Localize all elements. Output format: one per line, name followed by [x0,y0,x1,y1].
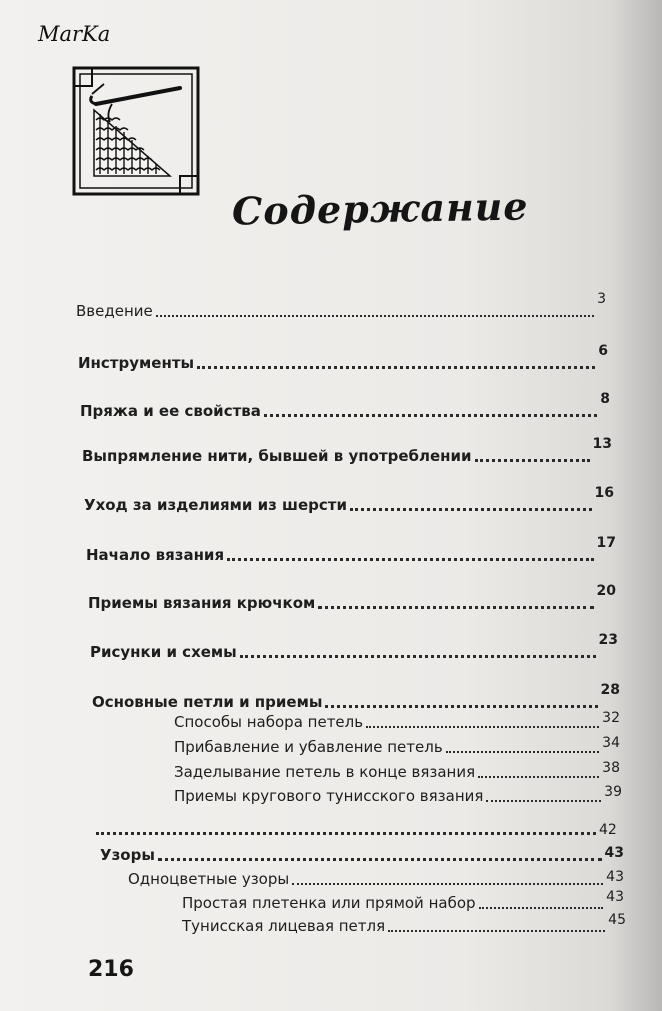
toc-entry-title: Выпрямление нити, бывшей в употреблении [82,447,472,465]
dot-leader [156,311,594,317]
watermark: MarKa [38,22,111,46]
toc-entry-page: 43 [606,869,624,885]
toc-entry-title: Пряжа и ее свойства [80,402,261,420]
toc-entry-straighten[interactable] [82,436,612,465]
toc-entry-page: 20 [596,583,616,599]
toc-entry-page: 43 [606,889,624,905]
toc-entry-tools[interactable] [78,343,608,372]
toc-entry-title: Рисунки и схемы [90,643,237,661]
toc-entry-page: 3 [597,291,606,307]
dot-leader [446,747,599,753]
dot-leader [264,410,597,417]
toc-entry-title: Прибавление и убавление петель [174,738,443,756]
toc-entry-page: 28 [600,682,620,698]
toc-entry-title: Тунисская лицевая петля [182,917,386,935]
toc-entry-page: 17 [596,535,616,551]
divider-page-number: 42 [599,822,617,838]
toc-subentry[interactable] [182,889,624,912]
toc-entry-techniques[interactable] [88,583,616,612]
toc-entry-page: 13 [592,436,612,452]
toc-subentry[interactable] [128,870,624,888]
dot-leader [478,772,599,778]
toc-entry-page: 16 [594,485,614,501]
toc-heading: Содержание [231,183,529,234]
toc-subentry[interactable] [174,784,622,805]
toc-subentry[interactable] [174,710,620,731]
toc-entry-start[interactable] [86,535,616,564]
toc-entry-title: Приемы вязания крючком [88,594,316,612]
dot-leader [486,796,601,802]
toc-entry-title: Узоры [100,846,155,864]
dot-leader [292,879,603,885]
toc-subentry[interactable] [174,760,620,781]
toc-entry-uzory[interactable] [100,846,624,864]
dot-leader [325,701,597,708]
toc-entry-page: 43 [604,845,624,861]
toc-entry-basic-loops[interactable] [92,682,620,711]
toc-entry-page: 23 [598,632,618,648]
toc-entry-page: 6 [598,343,608,359]
dot-leader [475,455,590,462]
page-number: 216 [88,957,134,982]
dot-leader [227,554,593,561]
toc-entry-title: Приемы кругового тунисского вязания [174,787,484,805]
toc-entry-title: Простая плетенка или прямой набор [182,894,476,912]
toc-entry-page: 45 [608,912,626,928]
toc-entry-title: Начало вязания [86,546,225,564]
dot-leader [350,504,592,511]
toc-entry-title: Способы набора петель [174,713,364,731]
toc-entry-care[interactable] [84,485,614,514]
toc-entry-page: 34 [602,735,620,751]
dot-leader [479,903,604,909]
dot-leader [197,362,595,369]
toc-entry-title: Инструменты [78,354,195,372]
toc-entry-intro[interactable] [76,291,606,320]
dot-leader [366,722,599,728]
toc-entry-page: 8 [600,391,610,407]
dotted-divider [96,832,596,835]
dot-leader [240,651,596,658]
toc-entry-yarn[interactable] [80,391,610,420]
toc-entry-title: Заделывание петель в конце вязания [174,763,476,781]
dot-leader [388,926,605,932]
dot-leader [318,602,593,609]
toc-entry-title: Уход за изделиями из шерсти [84,496,347,514]
toc-subentry[interactable] [174,735,620,756]
toc-entry-page: 32 [602,710,620,726]
toc-entry-title: Одноцветные узоры [128,870,290,888]
toc-entry-page: 39 [604,784,622,800]
toc-entry-page: 38 [602,760,620,776]
dot-leader [158,854,602,861]
toc-entry-patterns-schemes[interactable] [90,632,618,661]
toc-entry-title: Введение [76,302,153,320]
toc-entry-title: Основные петли и приемы [92,693,323,711]
toc-subentry[interactable] [182,912,626,935]
